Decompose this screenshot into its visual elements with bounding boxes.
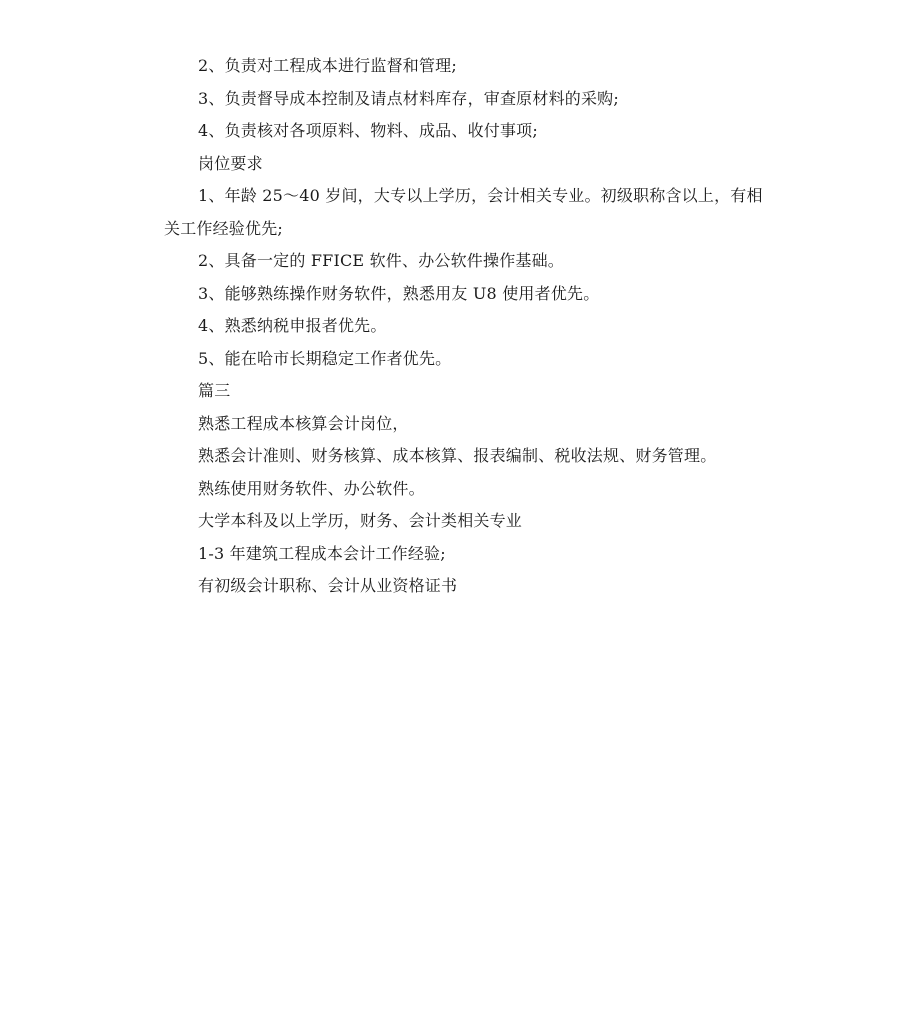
section-heading-requirements: 岗位要求 [198, 153, 263, 173]
paragraph-requirement-3: 3、能够熟练操作财务软件，熟悉用友 U8 使用者优先。 [198, 283, 600, 303]
paragraph-duty-4: 4、负责核对各项原料、物料、成品、收付事项; [198, 121, 538, 140]
paragraph-duty-3: 3、负责督导成本控制及请点材料库存，审查原材料的采购; [198, 88, 619, 108]
paragraph-part3-3: 熟练使用财务软件、办公软件。 [198, 478, 425, 498]
paragraph-requirement-2: 2、具备一定的 FFICE 软件、办公软件操作基础。 [198, 251, 564, 270]
paragraph-part3-2: 熟悉会计准则、财务核算、成本核算、报表编制、税收法规、财务管理。 [198, 446, 717, 465]
paragraph-requirement-4: 4、熟悉纳税申报者优先。 [198, 316, 387, 335]
paragraph-part3-5: 1-3 年建筑工程成本会计工作经验; [198, 543, 446, 563]
paragraph-requirement-5: 5、能在哈市长期稳定工作者优先。 [198, 348, 452, 368]
section-heading-part-three: 篇三 [198, 381, 231, 400]
paragraph-requirement-1: 1、年龄 25～40 岁间，大专以上学历，会计相关专业。初级职称含以上，有相关工作经验优先; [164, 186, 763, 238]
paragraph-duty-2: 2、负责对工程成本进行监督和管理; [198, 56, 457, 75]
document-body [164, 50, 764, 603]
paragraph-part3-6: 有初级会计职称、会计从业资格证书 [198, 576, 458, 595]
paragraph-part3-4: 大学本科及以上学历，财务、会计类相关专业 [198, 511, 523, 530]
paragraph-part3-1: 熟悉工程成本核算会计岗位， [198, 413, 409, 433]
